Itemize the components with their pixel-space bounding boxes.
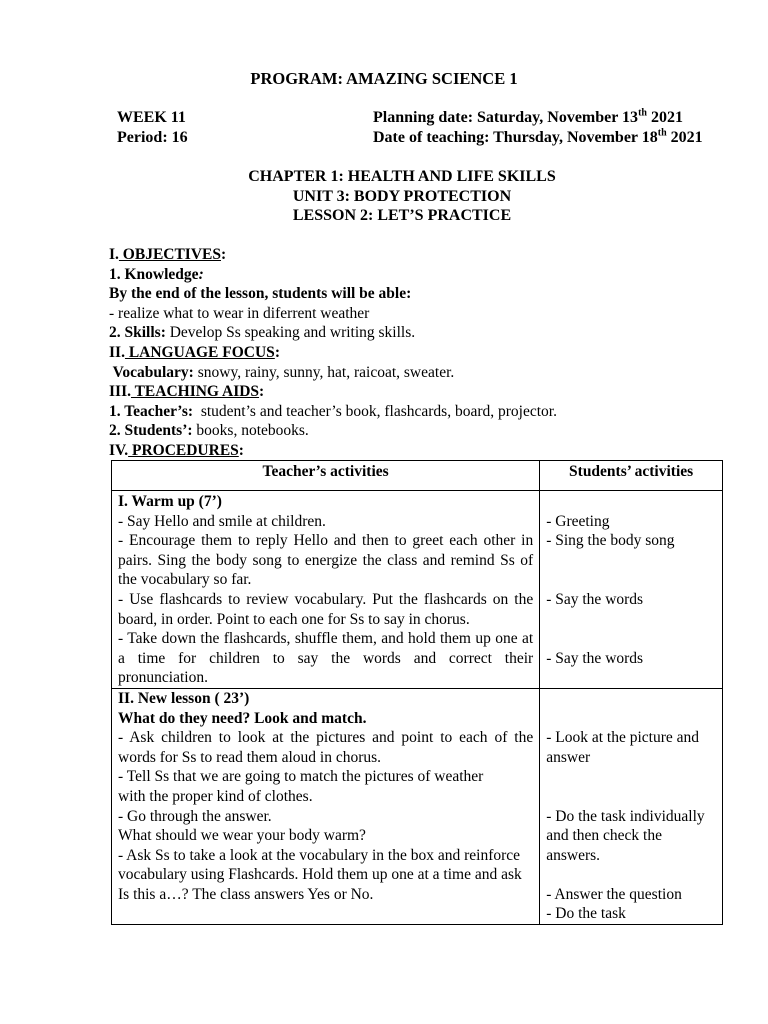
warmup-student-step: - Sing the body song — [546, 532, 675, 550]
newlesson-student-step: - Do the task individually and then check the answers. — [546, 807, 705, 864]
program-title: PROGRAM: AMAZING SCIENCE 1 — [250, 69, 518, 88]
table-row — [112, 688, 723, 924]
aids-num: III. — [109, 383, 131, 401]
students-aids-label: 2. Students’: — [109, 422, 193, 440]
teaching-date-sup: th — [657, 127, 667, 139]
table-header-row — [112, 461, 723, 491]
lesson-title: LESSON 2: LET’S PRACTICE — [292, 207, 512, 224]
aids-title: TEACHING AIDS — [130, 383, 260, 401]
warmup-students-cell — [540, 491, 723, 689]
language-heading — [109, 343, 729, 363]
procedures-heading — [109, 441, 729, 461]
vocabulary-label: Vocabulary: — [109, 363, 194, 381]
newlesson-student-step: - Look at the picture and answer — [546, 729, 700, 766]
warmup-teacher-step: - Say Hello and smile at children. — [118, 512, 326, 530]
warmup-teacher-step: - Encourage them to reply Hello and then to greet each other in pairs. Sing the body song to energize the class and remind Ss of the vocabulary so far. — [118, 532, 534, 589]
teacher-activities-header: Teacher’s activities — [112, 461, 540, 491]
warmup-student-step: - Greeting — [546, 512, 610, 530]
table-row — [112, 491, 723, 689]
newlesson-student-step: - Answer the question — [546, 885, 682, 903]
warmup-student-step: - Say the words — [546, 590, 644, 608]
teaching-date-text: Date of teaching: Thursday, November 18 — [373, 129, 658, 146]
objectives-num: I. — [109, 246, 119, 263]
newlesson-student-step: - Do the task — [546, 905, 626, 923]
objectives-title: OBJECTIVES — [118, 246, 221, 263]
language-num: II. — [109, 343, 125, 361]
warmup-teacher-step: - Take down the flashcards, shuffle them, and hold them up one at a time for children to say the words and correct their pronunciation. — [118, 630, 534, 687]
knowledge-heading — [109, 265, 729, 285]
procedures-table — [111, 460, 723, 925]
planning-date-text: Planning date: Saturday, November 13 — [373, 109, 639, 126]
teaching-date-year: 2021 — [666, 129, 703, 146]
warmup-teacher-cell — [112, 491, 540, 689]
newlesson-students-cell — [540, 688, 723, 924]
newlesson-subheading: What do they need? Look and match. — [118, 709, 367, 727]
skills-text: Develop Ss speaking and writing skills. — [165, 324, 416, 342]
realize-text: - realize what to wear in diferrent weather — [109, 304, 370, 322]
teacher-aids-text: student’s and teacher’s book, flashcards, board, projector. — [193, 402, 557, 420]
dates-block — [373, 108, 703, 148]
objectives-heading — [109, 245, 729, 265]
newlesson-teacher-step: What should we wear your body warm? — [118, 827, 366, 845]
teacher-aids-line — [109, 402, 729, 422]
newlesson-heading: II. New lesson ( 23’) — [118, 689, 250, 707]
objectives-colon: : — [221, 246, 227, 263]
chapter-block — [0, 167, 768, 226]
newlesson-teacher-step: - Tell Ss that we are going to match the pictures of weather with the proper kind of clothes. — [118, 768, 484, 805]
newlesson-teacher-step: - Go through the answer. — [118, 807, 272, 825]
aids-heading — [109, 382, 729, 402]
knowledge-colon: : — [198, 265, 204, 283]
week-text: WEEK 11 — [117, 109, 186, 126]
students-aids-text: books, notebooks. — [192, 422, 309, 440]
warmup-heading: I. Warm up (7’) — [118, 493, 222, 510]
procedures-colon: : — [238, 441, 244, 459]
knowledge-label: 1. Knowledge — [109, 265, 199, 283]
newlesson-teacher-step: - Ask children to look at the pictures and point to each of the words for Ss to read them aloud in chorus. — [118, 729, 534, 766]
students-activities-header: Students’ activities — [540, 461, 723, 491]
language-title: LANGUAGE FOCUS — [124, 343, 275, 361]
warmup-teacher-step: - Use flashcards to review vocabulary. Put the flashcards on the board, in order. Point to each one for Ss to say in chorus. — [118, 590, 534, 628]
lesson-body — [109, 245, 729, 461]
period-text: Period: 16 — [117, 129, 188, 146]
planning-date-sup: th — [638, 107, 647, 119]
skills-line — [109, 323, 729, 343]
unit-title: UNIT 3: BODY PROTECTION — [292, 187, 512, 205]
newlesson-teacher-step: - Ask Ss to take a look at the vocabulary in the box and reinforce vocabulary using Flashcards. Hold them up one at a time and ask Is this a…? The class answers Yes or No. — [118, 846, 522, 903]
procedures-num: IV. — [109, 441, 129, 459]
vocabulary-text: snowy, rainy, sunny, hat, raicoat, sweater. — [193, 363, 455, 381]
skills-label: 2. Skills: — [109, 324, 166, 342]
language-colon: : — [274, 343, 280, 361]
vocabulary-line — [109, 363, 729, 383]
chapter-title: CHAPTER 1: HEALTH AND LIFE SKILLS — [248, 168, 556, 185]
procedures-title: PROCEDURES — [128, 441, 239, 459]
by-end-text: By the end of the lesson, students will be able: — [109, 285, 412, 303]
teaching-date — [373, 128, 703, 148]
planning-date-year: 2021 — [646, 109, 683, 126]
planning-date — [373, 108, 703, 128]
aids-colon: : — [259, 383, 265, 401]
newlesson-teacher-cell — [112, 688, 540, 924]
warmup-student-step: - Say the words — [546, 649, 644, 667]
teacher-aids-label: 1. Teacher’s: — [109, 402, 194, 420]
students-aids-line — [109, 421, 729, 441]
week-label — [117, 108, 188, 148]
